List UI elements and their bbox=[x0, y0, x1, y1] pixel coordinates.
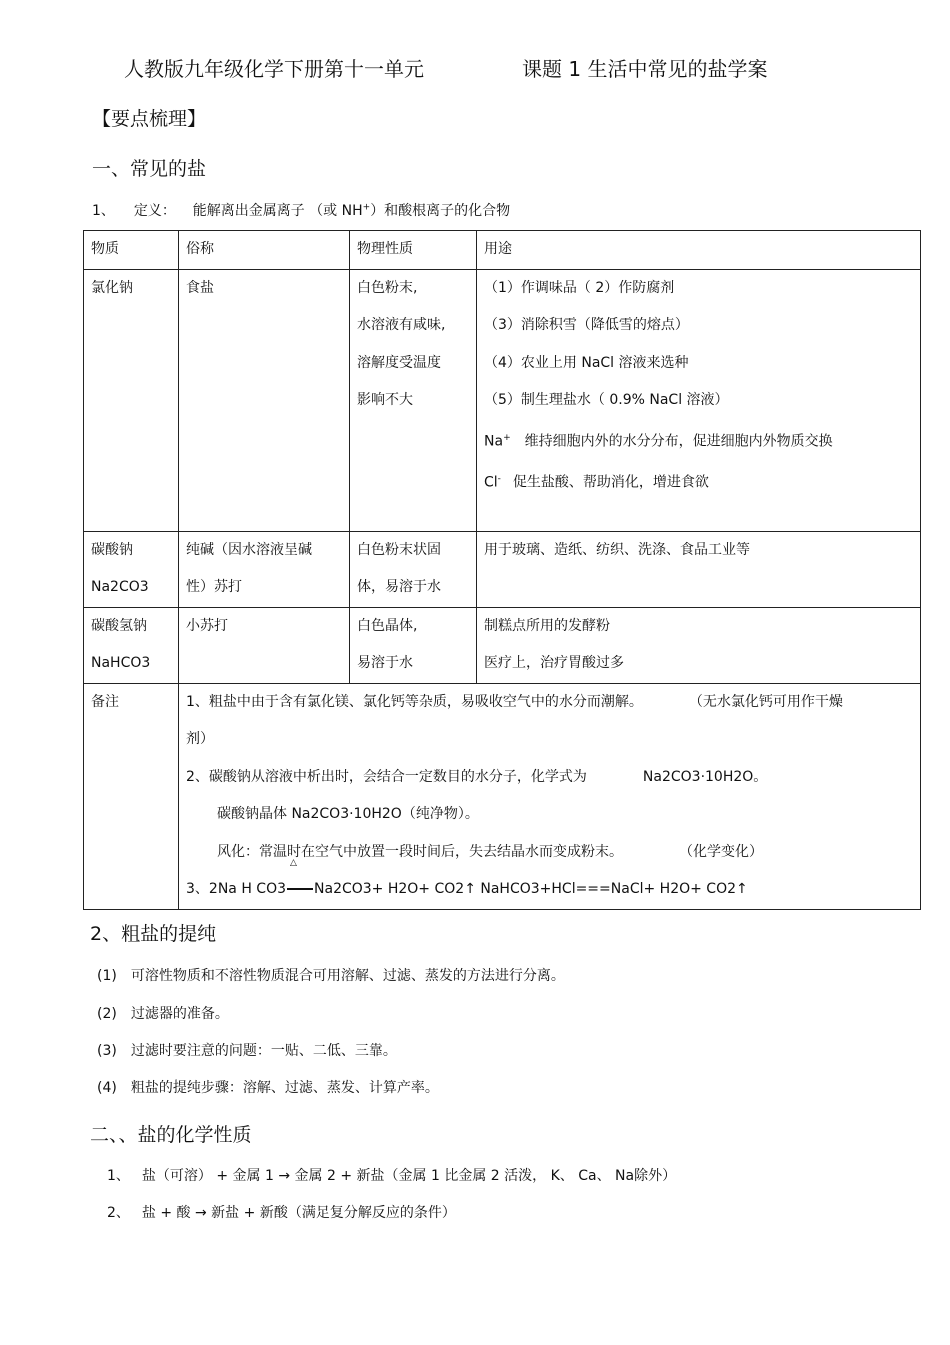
na2co3-substance: 碳酸钠 bbox=[91, 541, 133, 558]
definition-sup: + bbox=[362, 202, 371, 213]
list-item bbox=[97, 1003, 229, 1023]
doc-title-right: 课题 1 生活中常见的盐学案 bbox=[522, 57, 768, 81]
item-text: 过滤器的准备。 bbox=[130, 1006, 229, 1022]
section2-heading: 2、粗盐的提纯 bbox=[90, 923, 217, 945]
table-header-row bbox=[84, 231, 921, 270]
notes-content bbox=[179, 683, 921, 909]
note-1c: 剂） bbox=[186, 731, 214, 747]
notes-label: 备注 bbox=[84, 683, 179, 909]
na-ion-charge: + bbox=[503, 432, 511, 443]
note-1-line bbox=[186, 684, 920, 722]
nacl-use-item: （3）消除积雪（降低雪的熔点） bbox=[484, 317, 689, 333]
item-num: 1、 bbox=[107, 1168, 130, 1184]
item-text: 可溶性物质和不溶性物质混合可用溶解、过滤、蒸发的方法进行分离。 bbox=[130, 968, 565, 984]
na-ion-line bbox=[484, 420, 920, 461]
table-row-na2co3 bbox=[84, 531, 921, 607]
header-common-name: 俗称 bbox=[179, 231, 350, 270]
note-1a: 1、粗盐中由于含有氯化镁、氯化钙等杂质，易吸收空气中的水分而潮解。 bbox=[186, 693, 643, 710]
na2co3-common-line: 纯碱（因水溶液呈碱 bbox=[186, 541, 312, 558]
salt-table bbox=[83, 230, 921, 910]
note-2a: 2、碳酸钠从溶液中析出时，会结合一定数目的水分子，化学式为 bbox=[186, 768, 587, 785]
table-row-notes bbox=[84, 683, 921, 909]
nacl-physical bbox=[350, 269, 477, 531]
note-3-num: 3、 bbox=[186, 881, 209, 897]
header-physical: 物理性质 bbox=[350, 231, 477, 270]
nahco3-substance-cell bbox=[84, 607, 179, 683]
definition-line bbox=[92, 200, 510, 220]
nahco3-physical-line: 易溶于水 bbox=[357, 655, 413, 671]
note-2b: 碳酸钠晶体 Na2CO3·10H2O（纯净物）。 bbox=[217, 806, 479, 822]
header-substance: 物质 bbox=[84, 231, 179, 270]
cl-ion-charge: - bbox=[497, 473, 501, 484]
list-item bbox=[107, 1202, 456, 1222]
reaction-line bbox=[287, 888, 313, 890]
na2co3-common-cell bbox=[179, 531, 350, 607]
nacl-uses bbox=[477, 269, 921, 531]
item-num: 2、 bbox=[107, 1205, 130, 1221]
note-3-left: 2Na H CO3 bbox=[208, 881, 287, 897]
note-3-right: Na2CO3+ H2O+ CO2↑ NaHCO3+HCl===NaCl+ H2O+ CO2↑ bbox=[314, 881, 748, 897]
na2co3-physical-cell bbox=[350, 531, 477, 607]
header-uses: 用途 bbox=[477, 231, 921, 270]
cl-ion: Cl bbox=[484, 474, 498, 491]
list-item bbox=[97, 1040, 397, 1060]
definition-label: 定义： bbox=[133, 203, 176, 219]
item-num: (4) bbox=[97, 1080, 117, 1096]
table-row-nahco3 bbox=[84, 607, 921, 683]
na2co3-formula: Na2CO3 bbox=[91, 579, 149, 595]
heat-sign bbox=[286, 858, 314, 909]
nacl-substance: 氯化钠 bbox=[84, 269, 179, 531]
item-num: (2) bbox=[97, 1006, 117, 1022]
item-text: 过滤时要注意的问题：一贴、二低、三靠。 bbox=[130, 1043, 397, 1059]
na2co3-physical-line: 体，易溶于水 bbox=[357, 579, 441, 595]
item-num: (1) bbox=[97, 968, 117, 984]
na2co3-physical-line: 白色粉末状固 bbox=[357, 541, 441, 558]
note-2d: （化学变化） bbox=[679, 843, 763, 860]
section1-heading: 一、常见的盐 bbox=[92, 158, 207, 180]
na-ion-text: 维持细胞内外的水分分布，促进细胞内外物质交换 bbox=[524, 433, 833, 450]
definition-text-b: ）和酸根离子的化合物 bbox=[370, 203, 511, 219]
na-ion: Na bbox=[484, 433, 504, 450]
nacl-physical-line: 白色粉末, bbox=[357, 279, 418, 296]
note-2c: 风化：常温时在空气中放置一段时间后，失去结晶水而变成粉末。 bbox=[217, 843, 623, 860]
list-item bbox=[97, 1077, 439, 1097]
item-num: (3) bbox=[97, 1043, 117, 1059]
note-2-line bbox=[186, 759, 920, 797]
nahco3-use-item: 制糕点所用的发酵粉 bbox=[484, 617, 610, 634]
nacl-use-item: （5）制生理盐水（ 0.9% NaCl 溶液） bbox=[484, 392, 729, 408]
item-text: 盐（可溶） + 金属 1 → 金属 2 + 新盐（金属 1 比金属 2 活泼， K、 Ca、 Na除外） bbox=[141, 1168, 677, 1184]
nacl-use-item: （4）农业上用 NaCl 溶液来选种 bbox=[484, 354, 689, 371]
definition-text-a: 能解离出金属离子 （或 NH bbox=[192, 203, 363, 219]
nahco3-formula: NaHCO3 bbox=[91, 655, 151, 671]
table-row-nacl bbox=[84, 269, 921, 531]
nacl-use-item: （1）作调味品（ 2）作防腐剂 bbox=[484, 279, 675, 296]
note-2-formula: Na2CO3·10H2O。 bbox=[642, 768, 768, 785]
nacl-physical-line: 影响不大 bbox=[357, 392, 413, 408]
list-item bbox=[107, 1165, 676, 1185]
nacl-common: 食盐 bbox=[179, 269, 350, 531]
item-text: 粗盐的提纯步骤：溶解、过滤、蒸发、计算产率。 bbox=[130, 1080, 439, 1096]
list-item bbox=[97, 965, 565, 985]
doc-title-left: 人教版九年级化学下册第十一单元 bbox=[124, 57, 424, 81]
nahco3-physical-cell bbox=[350, 607, 477, 683]
item-text: 盐 + 酸 → 新盐 + 新酸（满足复分解反应的条件） bbox=[141, 1205, 456, 1221]
section3-heading: 二、、盐的化学性质 bbox=[90, 1124, 252, 1146]
nahco3-physical-line: 白色晶体, bbox=[357, 617, 418, 634]
na2co3-use: 用于玻璃、造纸、纺织、洗涤、食品工业等 bbox=[477, 531, 921, 607]
summary-heading: 【要点梳理】 bbox=[92, 108, 207, 130]
nahco3-substance: 碳酸氢钠 bbox=[91, 617, 147, 634]
nacl-physical-line: 水溶液有咸味, bbox=[357, 317, 446, 333]
na2co3-common-line: 性）苏打 bbox=[186, 579, 242, 595]
nahco3-common: 小苏打 bbox=[179, 607, 350, 683]
note-3-line bbox=[186, 858, 920, 909]
nacl-physical-line: 溶解度受温度 bbox=[357, 354, 441, 371]
definition-num: 1、 bbox=[92, 203, 115, 219]
nahco3-use-item: 医疗上，治疗胃酸过多 bbox=[484, 655, 624, 671]
cl-ion-line bbox=[484, 461, 920, 502]
note-1b: （无水氯化钙可用作干燥 bbox=[688, 693, 843, 710]
na2co3-substance-cell bbox=[84, 531, 179, 607]
cl-ion-text: 促生盐酸、帮助消化，增进食欲 bbox=[512, 474, 709, 491]
nahco3-uses-cell bbox=[477, 607, 921, 683]
heat-triangle: △ bbox=[290, 858, 297, 868]
